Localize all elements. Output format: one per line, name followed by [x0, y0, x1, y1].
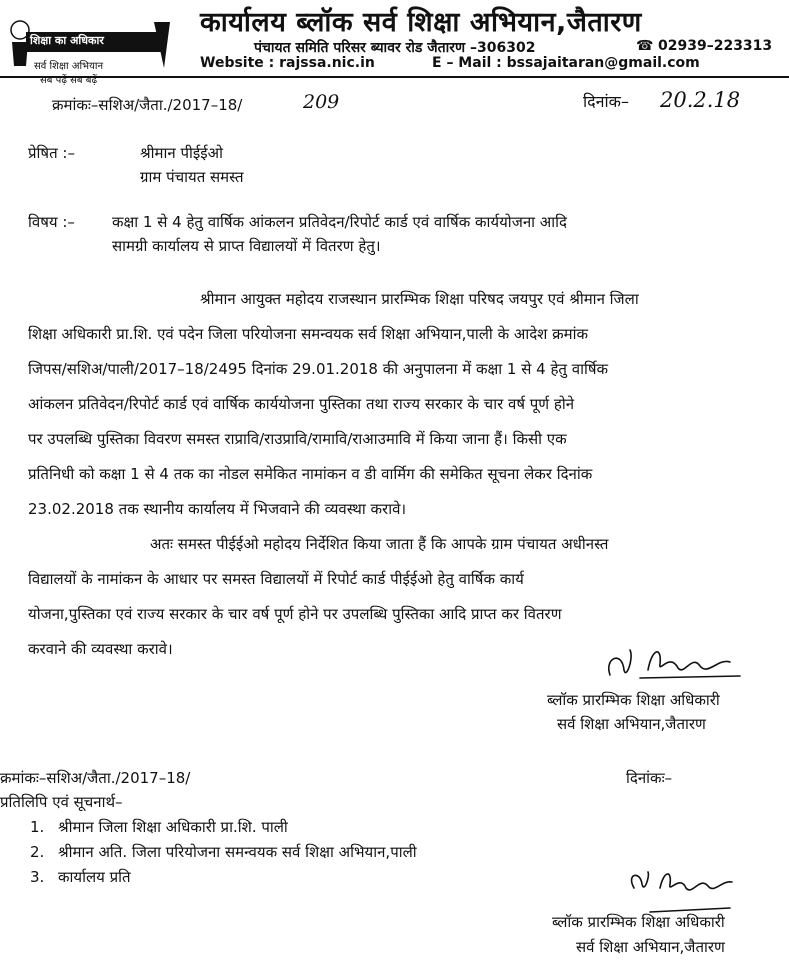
copy-heading: प्रतिलिपि एवं सूचनार्थ– [0, 793, 123, 811]
body-para1-line: 23.02.2018 तक स्थानीय कार्यालय में भिजवाने की व्यवस्था करावे। [28, 500, 407, 518]
copy-item-text: श्रीमान जिला शिक्षा अधिकारी प्रा.शि. पाली [58, 818, 288, 836]
phone-icon: ☎ [636, 38, 654, 54]
date-handwritten: 20.2.18 [660, 88, 741, 112]
reference-number-label: क्रमांकः–सशिअ/जैता./2017–18/ [52, 96, 243, 114]
body-para2-line: अतः समस्त पीईईओ महोदय निर्देशित किया जाता हैं कि आपके ग्राम पंचायत अधीनस्त [150, 535, 609, 553]
copy-item-text: श्रीमान अति. जिला परियोजना समन्वयक सर्व शिक्षा अभियान,पाली [58, 843, 417, 861]
body-para1-line: जिपस/सशिअ/पाली/2017–18/2495 दिनांक 29.01.2018 की अनुपालना में कक्षा 1 से 4 हेतु वार्षिक [28, 360, 609, 378]
office-website: Website : rajssa.nic.in [200, 55, 375, 71]
date-label: दिनांक– [583, 92, 629, 111]
logo-text-ssa: सर्व शिक्षा अभियान [34, 61, 104, 72]
recipient-label: प्रेषित :– [28, 144, 75, 162]
letterhead-divider [0, 76, 789, 78]
copy-reference-label: क्रमांकः–सशिअ/जैता./2017–18/ [0, 769, 191, 787]
signatory-title: ब्लॉक प्रारम्भिक शिक्षा अधिकारी [552, 913, 725, 931]
logo-text-rte: शिक्षा का अधिकार [30, 34, 104, 47]
copy-item-number: 3. [30, 868, 45, 886]
signatory-office: सर्व शिक्षा अभियान,जैतारण [557, 715, 706, 733]
recipient-line1: श्रीमान पीईईओ [140, 144, 223, 162]
recipient-line2: ग्राम पंचायत समस्त [140, 168, 244, 186]
body-para1-line: प्रतिनिधी को कक्षा 1 से 4 तक का नोडल समेकित नामांकन व डी वार्मिग की समेकित सूचना लेकर दिनांक [28, 465, 593, 483]
logo-text-slogan: सब पढ़ें सब बढ़ें [40, 75, 98, 86]
body-para2-line: योजना,पुस्तिका एवं राज्य सरकार के चार वर्ष पूर्ण होने पर उपलब्धि पुस्तिका आदि प्राप्त कर वितरण [28, 605, 562, 623]
body-para2-line: करवाने की व्यवस्था करावे। [28, 640, 173, 658]
signatory-office: सर्व शिक्षा अभियान,जैतारण [576, 938, 725, 956]
office-title: कार्यालय ब्लॉक सर्व शिक्षा अभियान,जैतारण [200, 7, 642, 38]
office-phone: 02939–223313 [658, 38, 773, 54]
reference-number-handwritten: 209 [303, 91, 340, 113]
body-para2-line: विद्यालयों के नामांकन के आधार पर समस्त विद्यालयों में रिपोर्ट कार्ड पीईईओ हेतु वार्षिक कार्य [28, 570, 524, 588]
body-para1-line: श्रीमान आयुक्त महोदय राजस्थान प्रारम्भिक शिक्षा परिषद जयपुर एवं श्रीमान जिला [200, 290, 639, 308]
body-para1-line: पर उपलब्धि पुस्तिका विवरण समस्त राप्रावि/राउप्रावि/रामावि/राआउमावि में किया जाना हैं। किसी एक [28, 430, 567, 448]
copy-item-number: 1. [30, 818, 45, 836]
subject-line1: कक्षा 1 से 4 हेतु वार्षिक आंकलन प्रतिवेदन/रिपोर्ट कार्ड एवं वार्षिक कार्ययोजना आदि [112, 213, 567, 231]
office-address: पंचायत समिति परिसर ब्यावर रोड जैतारण –306302 [254, 40, 536, 56]
signatory-title: ब्लॉक प्रारम्भिक शिक्षा अधिकारी [547, 691, 720, 709]
signature-mark [600, 640, 750, 689]
copy-date-label: दिनांकः– [626, 769, 673, 787]
body-para1-line: आंकलन प्रतिवेदन/रिपोर्ट कार्ड एवं वार्षिक कार्ययोजना पुस्तिका तथा राज्य सरकार के चार वर्ष पूर्ण होने [28, 395, 575, 413]
subject-line2: सामग्री कार्यालय से प्राप्त विद्यालयों में वितरण हेतु। [112, 237, 381, 255]
subject-label: विषय :– [28, 213, 75, 231]
office-email: E – Mail : bssajaitaran@gmail.com [432, 55, 700, 71]
copy-item-text: कार्यालय प्रति [58, 868, 131, 886]
copy-item-number: 2. [30, 843, 45, 861]
body-para1-line: शिक्षा अधिकारी प्रा.शि. एवं पदेन जिला परियोजना समन्वयक सर्व शिक्षा अभियान,पाली के आदेश क्रमांक [28, 325, 589, 343]
